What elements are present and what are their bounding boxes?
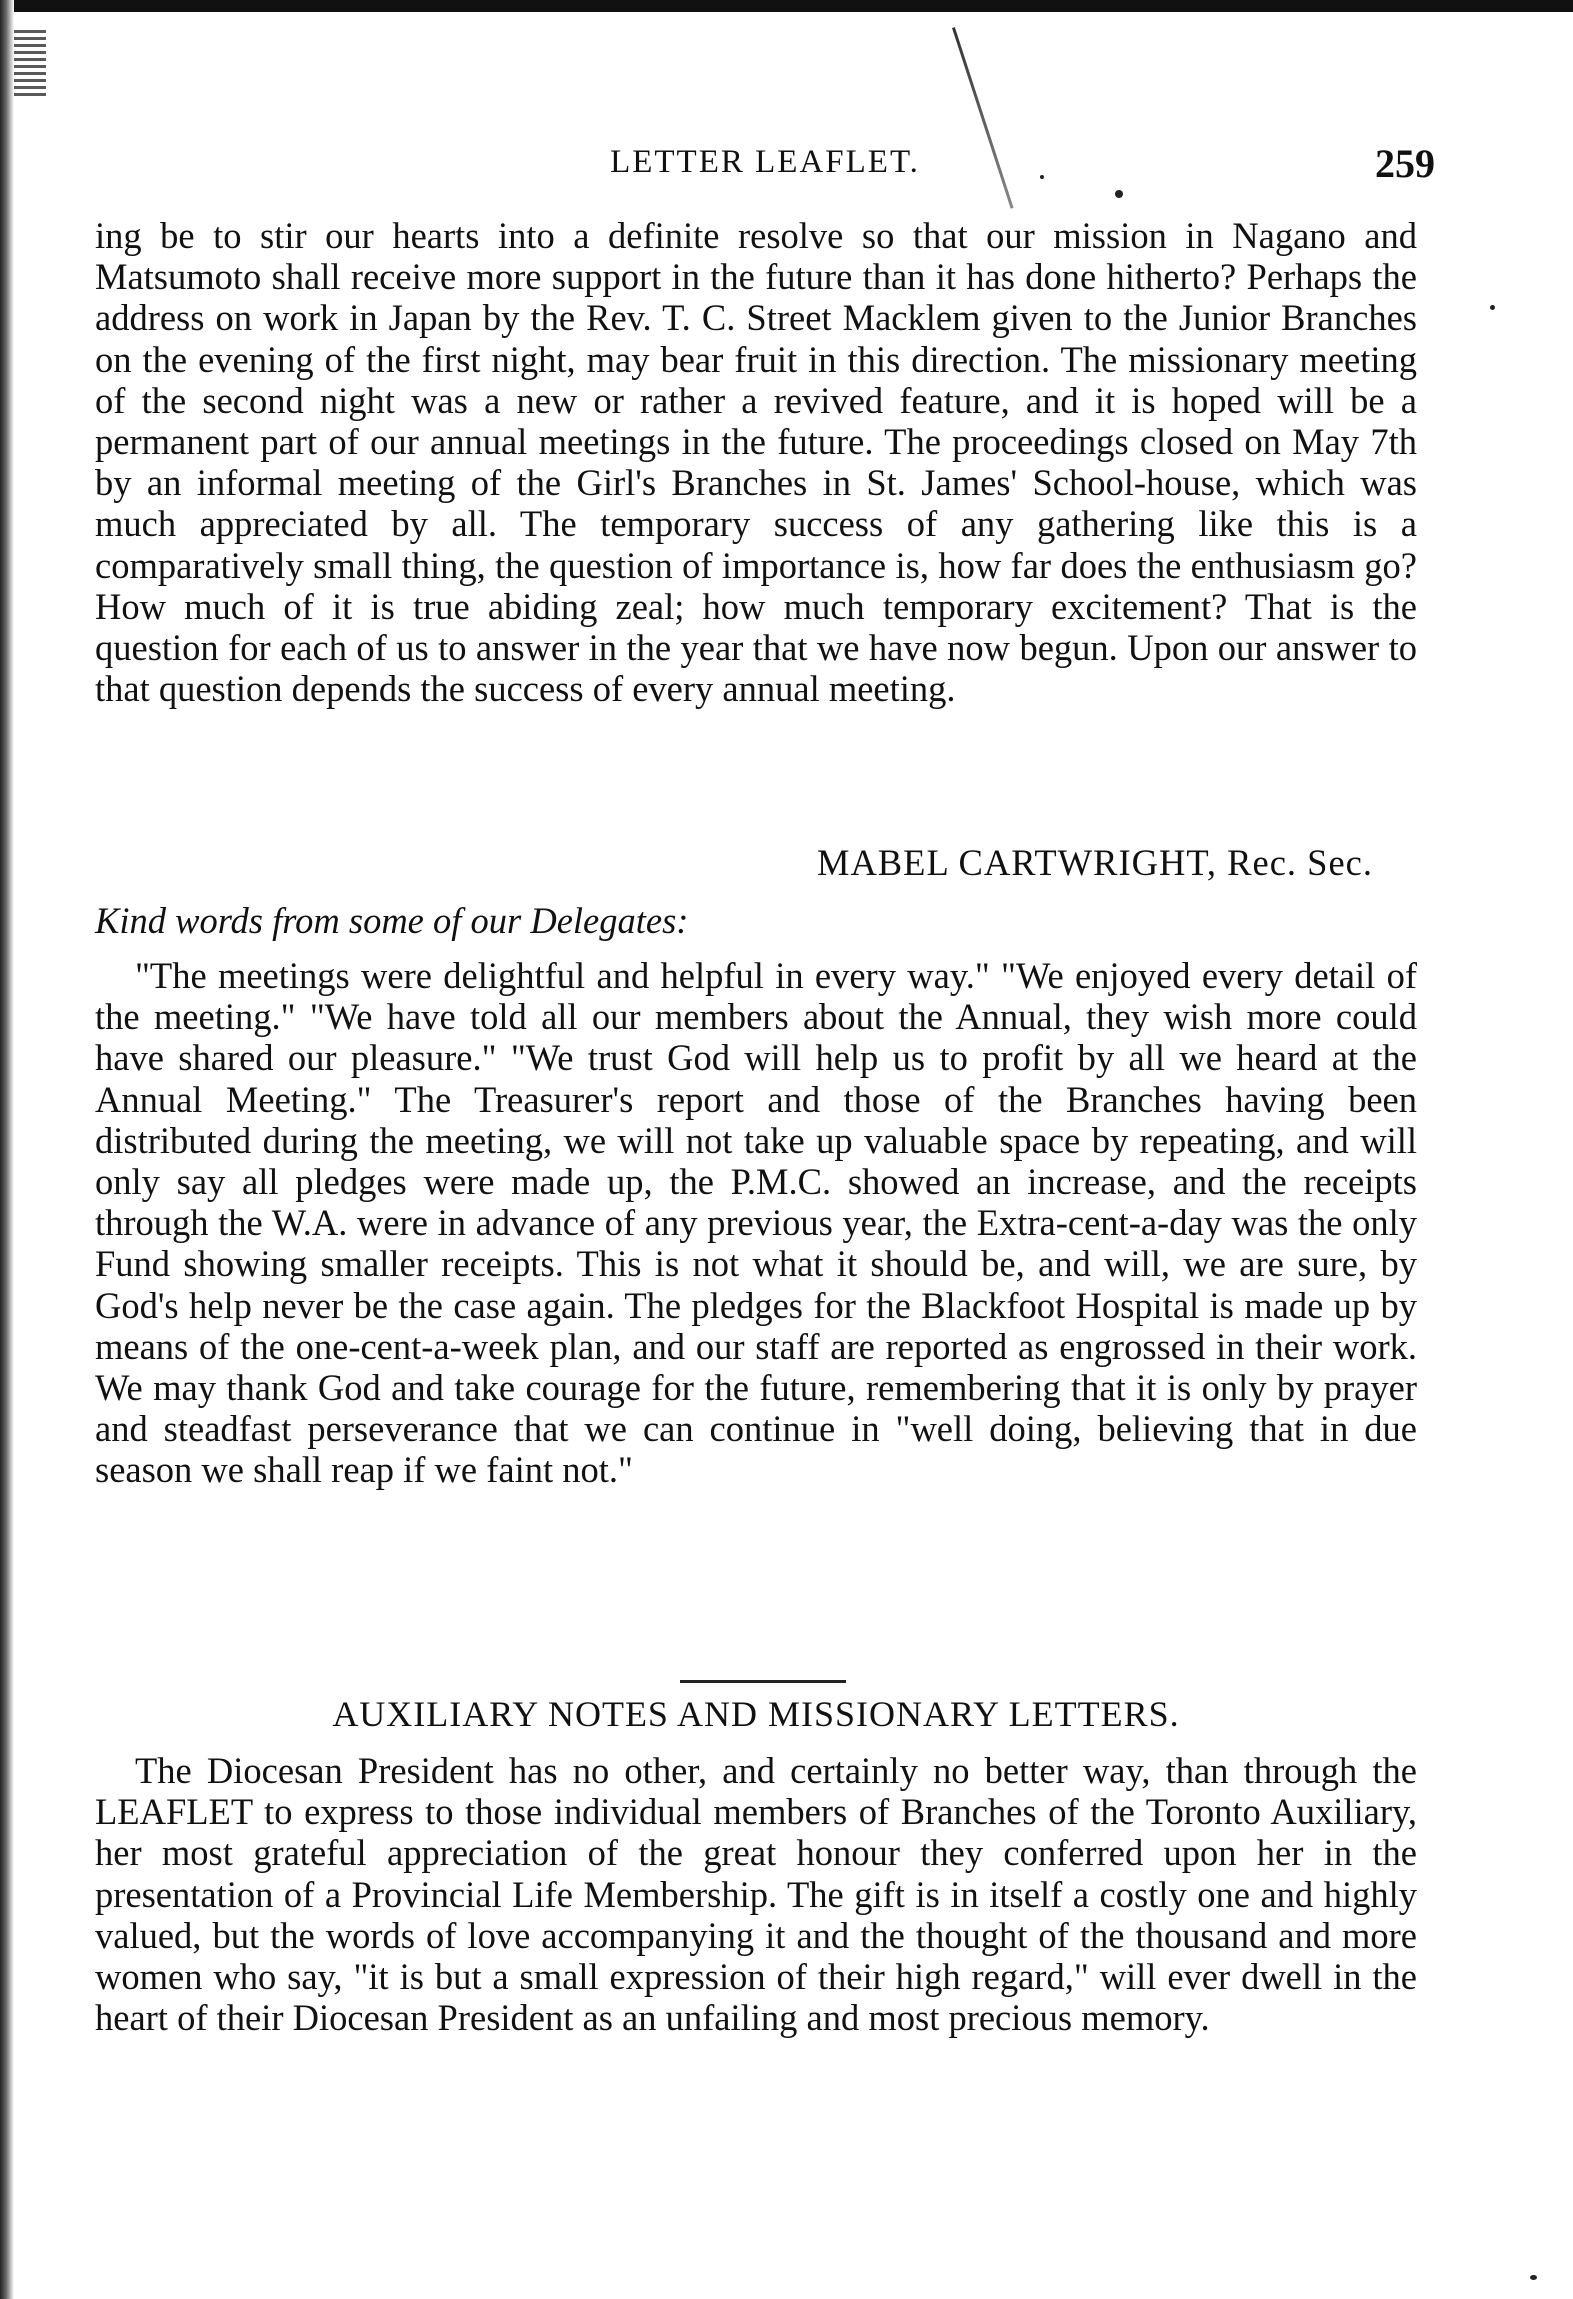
delegates-paragraph: "The meetings were delightful and helpful in every way." "We enjoyed every detail of the meeting." "We have told all our members about the Annual, they wish more could have shared our pleasure." "We trust God will help us to profit by all we heard at the Annual Meeting." The Treasurer's report and those of the Branches having been distributed during the meeting, we will not take up valuable space by repeating, and will only say all pledges were made up, the P.M.C. showed an increase, and the receipts through the W.A. were in advance of any previous year, the Extra-cent-a-day was the only Fund showing smaller receipts. This is not what it should be, and will, we are sure, by God's help never be the case again. The pledges for the Blackfoot Hospital is made up by means of the one-cent-a-week plan, and our staff are reported as engrossed in their work. We may thank God and take courage for the future, remembering that it is only by prayer and steadfast perseverance that we can continue in "well doing, believing that in due season we shall reap if we faint not." xyxy=(95,955,1417,1491)
running-title: LETTER LEAFLET. xyxy=(610,144,920,180)
report-paragraph: ing be to stir our hearts into a definite resolve so that our mission in Nagano and Matsumoto shall receive more support in the future than it has done hitherto? Perhaps the address on work in Japan by the Rev. T. C. Street Macklem given to the Junior Branches on the evening of the first night, may bear fruit in this direction. The missionary meeting of the second night was a new or rather a revived feature, and it is hoped will be a permanent part of our annual meetings in the future. The proceedings closed on May 7th by an informal meeting of the Girl's Branches in St. James' School-house, which was much appreciated by all. The temporary success of any gathering like this is a comparatively small thing, the question of importance is, how far does the enthusiasm go? How much of it is true abiding zeal; how much temporary excitement? That is the question for each of us to answer in the year that we have now begun. Upon our answer to that question depends the success of every annual meeting. xyxy=(95,215,1417,710)
scan-speck xyxy=(1530,2275,1537,2280)
report-signature: MABEL CARTWRIGHT, Rec. Sec. xyxy=(816,842,1373,883)
scan-top-border xyxy=(0,0,1573,12)
delegates-heading: Kind words from some of our Delegates: xyxy=(95,900,689,941)
scan-left-edge xyxy=(0,0,14,2299)
scan-edge-mark xyxy=(14,30,46,100)
page-number: 259 xyxy=(1375,141,1435,186)
scan-speck xyxy=(1115,190,1123,198)
section-divider xyxy=(680,1680,846,1683)
running-head xyxy=(95,140,1435,188)
section-title: AUXILIARY NOTES AND MISSIONARY LETTERS. xyxy=(332,1694,1180,1734)
scan-speck xyxy=(1490,305,1495,310)
auxiliary-paragraph: The Diocesan President has no other, and certainly no better way, than through the LEAFLET to express to those individual members of Branches of the Toronto Auxiliary, her most grateful appreciation of the great honour they conferred upon her in the presentation of a Provincial Life Membership. The gift is in itself a costly one and highly valued, but the words of love accompanying it and the thought of the thousand and more women who say, "it is but a small expression of their high regard," will ever dwell in the heart of their Diocesan President as an unfailing and most precious memory. xyxy=(95,1750,1417,2039)
